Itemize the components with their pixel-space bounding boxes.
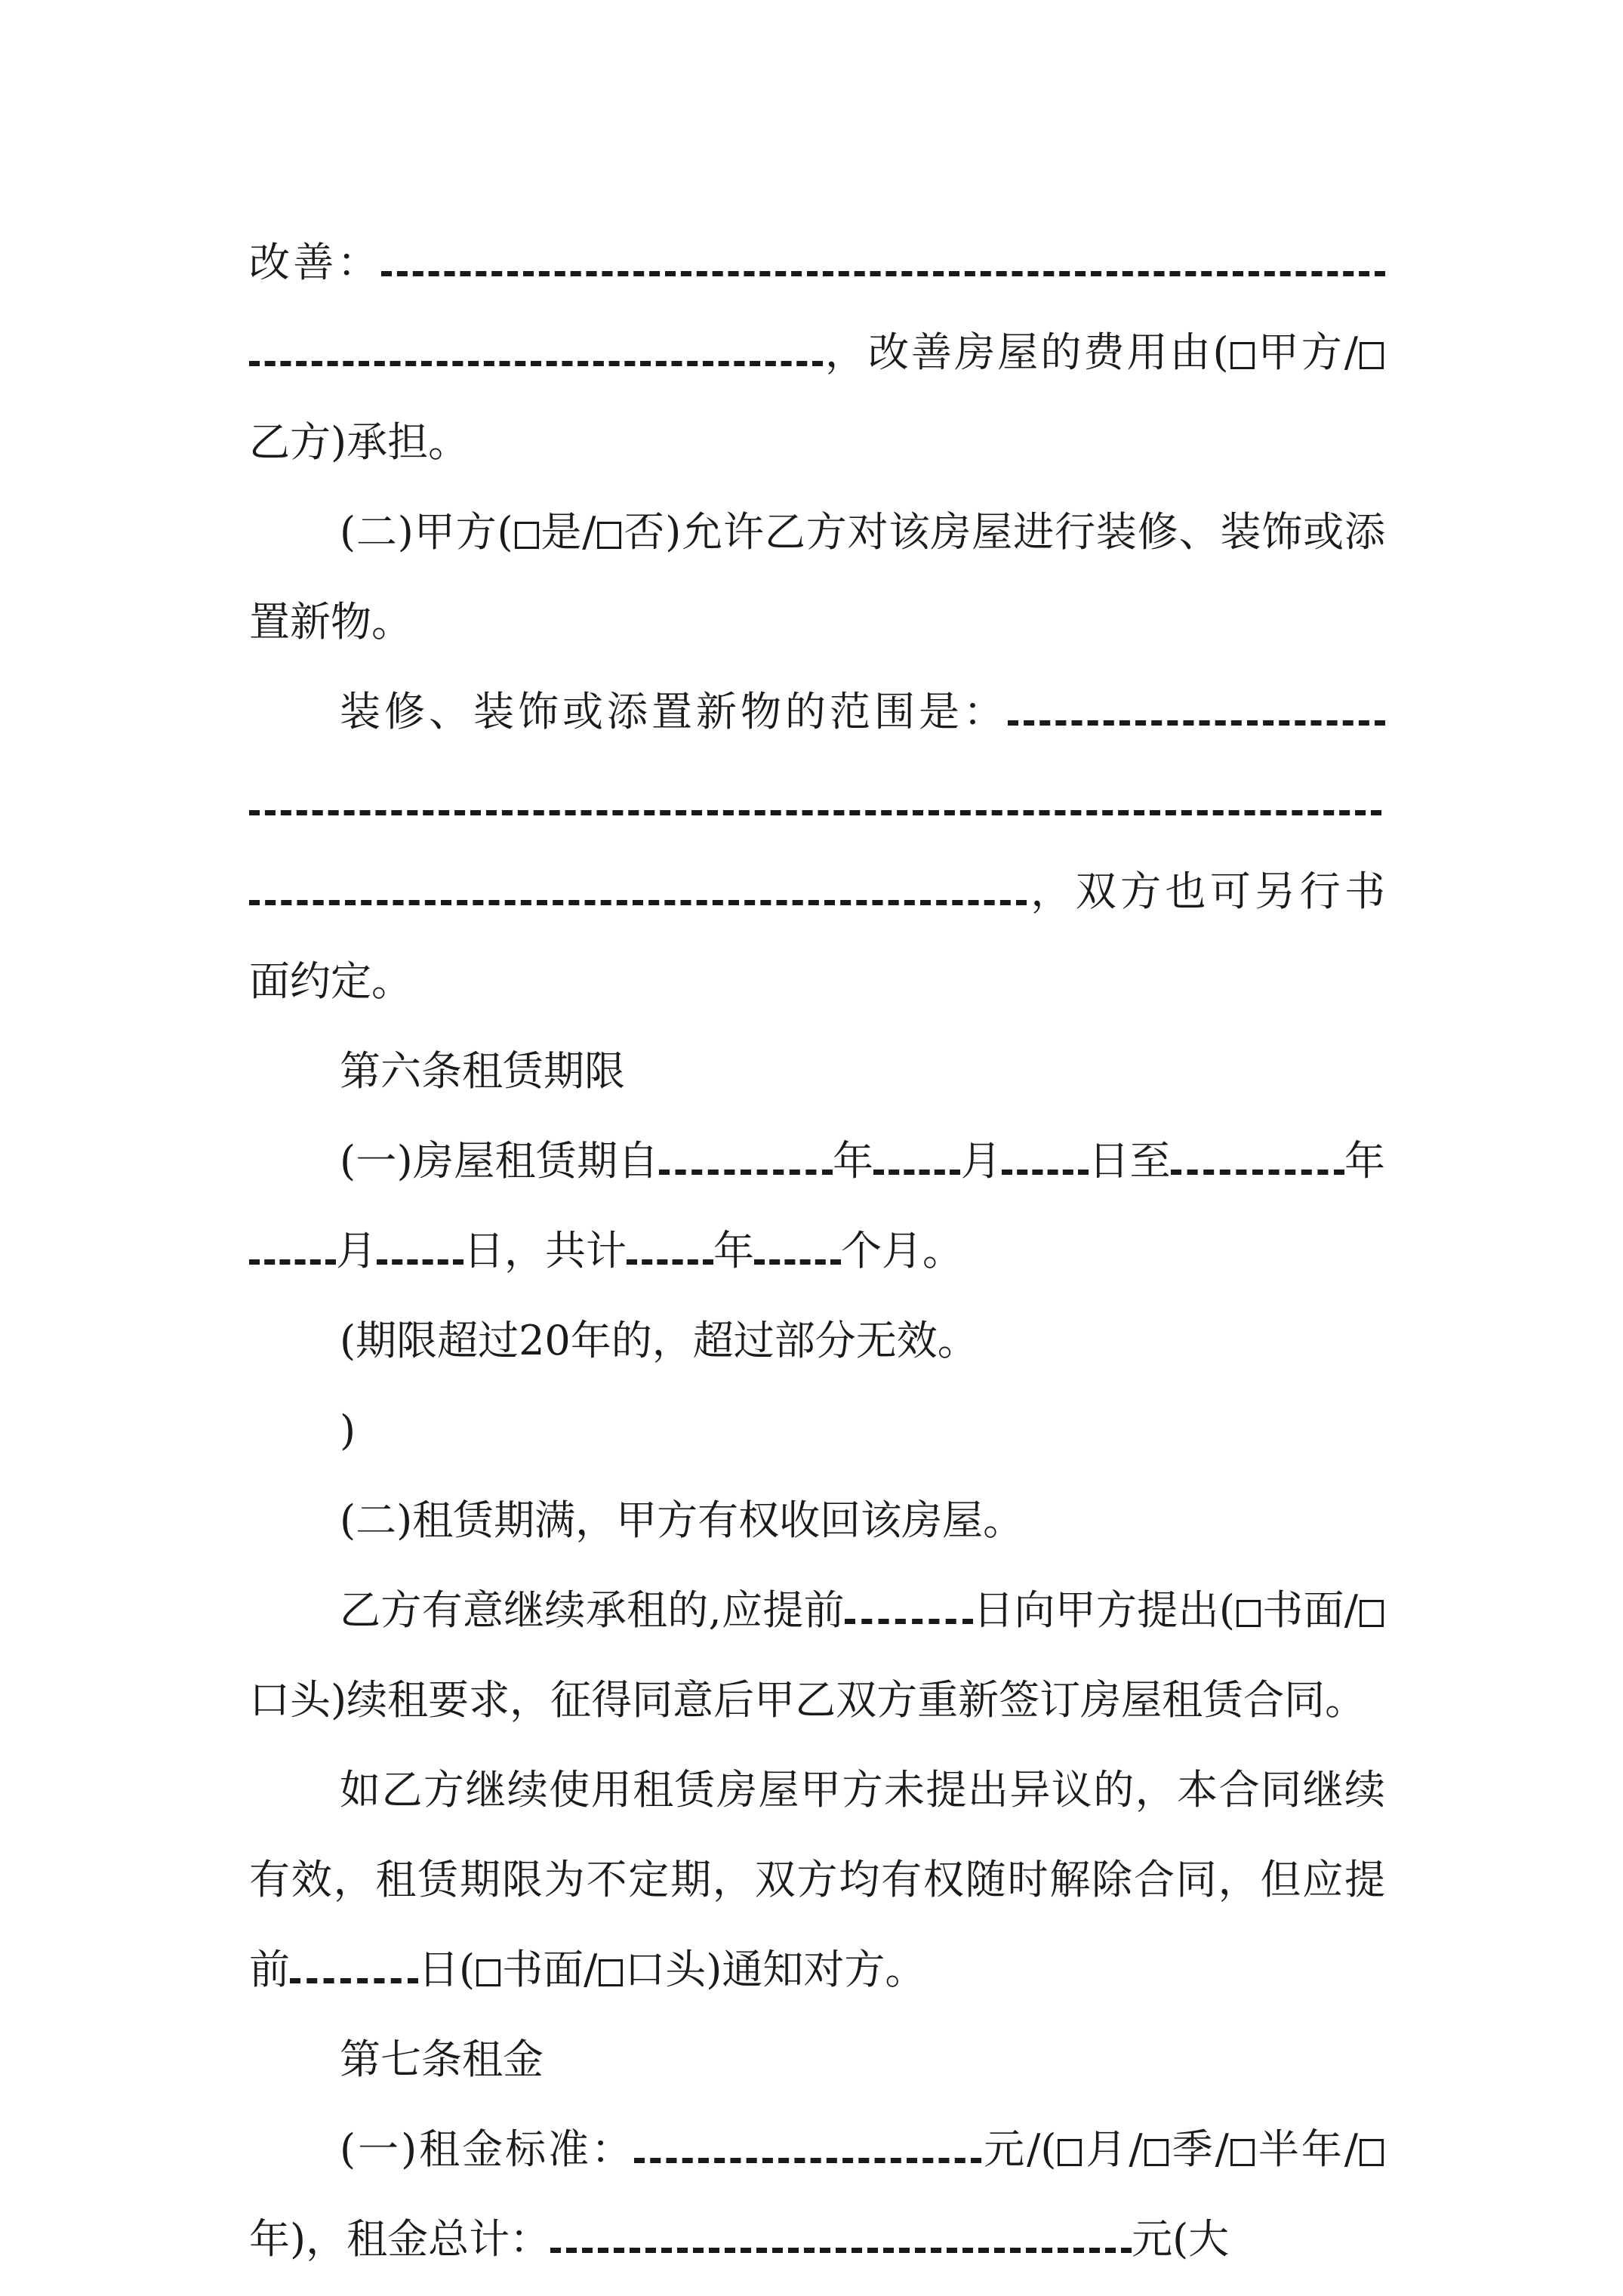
document-body (249, 217, 1385, 2284)
checkbox-icon[interactable] (1360, 1600, 1384, 1627)
paragraph-lease-expiry (249, 1475, 1385, 1565)
text-segment: 月 (960, 1137, 1002, 1185)
paragraph-closing-paren (249, 1385, 1385, 1475)
option-label: 书面/ (1261, 1586, 1358, 1634)
checkbox-icon[interactable] (1144, 2139, 1169, 2166)
fill-in-blank[interactable] (249, 781, 1381, 815)
total-months-blank[interactable] (754, 1231, 841, 1265)
text-segment: 年 (713, 1227, 754, 1274)
paragraph-continued-use (249, 1745, 1385, 2014)
text-segment: ) (340, 1407, 356, 1454)
paragraph-renewal (249, 1565, 1385, 1745)
heading-text: 第七条租金 (340, 2036, 544, 2083)
checkbox-icon[interactable] (1236, 1600, 1261, 1627)
text-segment: 个月。 (841, 1227, 963, 1274)
fill-in-blank[interactable] (1008, 692, 1385, 726)
paragraph-rent-standard (249, 2104, 1385, 2284)
section-heading-article-7 (249, 2014, 1385, 2104)
total-years-blank[interactable] (627, 1231, 713, 1265)
option-label: 乙方)承担。 (249, 418, 470, 466)
option-label: 甲方/ (1255, 328, 1358, 376)
text-segment: 日，共计 (463, 1227, 627, 1274)
option-label: 口头)续租要求，征得同意后甲乙双方重新签订房屋租赁合同。 (249, 1676, 1366, 1724)
notice-days-blank[interactable] (845, 1590, 973, 1624)
text-segment: 装修、装饰或添置新物的范围是： (340, 688, 1008, 735)
fill-in-blank[interactable] (249, 871, 1027, 905)
heading-text: 第六条租赁期限 (340, 1047, 625, 1095)
checkbox-icon[interactable] (476, 1959, 500, 1986)
checkbox-icon[interactable] (515, 522, 539, 549)
option-label: 季/ (1169, 2125, 1229, 2173)
option-label: 否)允许乙方对该房屋进行装修、装饰或添置新物。 (249, 508, 1386, 646)
paragraph-renovation-scope (249, 667, 1385, 1026)
checkbox-icon[interactable] (1230, 2139, 1255, 2166)
checkbox-icon[interactable] (1360, 2139, 1384, 2166)
text-segment: 年 (832, 1137, 874, 1185)
text-segment: 改善： (249, 239, 381, 286)
text-segment: ，双方也可另行书面约定。 (249, 868, 1385, 1005)
checkbox-icon[interactable] (597, 522, 621, 549)
text-segment: (二)甲方( (340, 508, 513, 556)
notice-days-blank[interactable] (290, 1949, 418, 1983)
text-segment: 日( (418, 1946, 476, 1993)
text-segment: (一)租金标准： (340, 2125, 635, 2173)
option-label: 月/ (1083, 2125, 1143, 2173)
option-label: 书面/ (502, 1946, 598, 1993)
text-segment: 元(大 (1132, 2215, 1230, 2263)
option-label: 口头)通知对方。 (624, 1946, 926, 1993)
end-day-blank[interactable] (377, 1231, 463, 1265)
checkbox-icon[interactable] (599, 1959, 623, 1986)
checkbox-icon[interactable] (1360, 342, 1384, 369)
text-segment: 乙方有意继续承租的,应提前 (340, 1586, 845, 1634)
option-label: 年)，租金总计： (249, 2215, 551, 2263)
checkbox-icon[interactable] (1230, 342, 1255, 369)
option-label: 是/ (540, 508, 596, 556)
end-month-blank[interactable] (249, 1231, 336, 1265)
text-segment: 月 (336, 1227, 377, 1274)
paragraph-term-limit-note (249, 1296, 1385, 1385)
rent-total-blank[interactable] (550, 2219, 1132, 2253)
checkbox-icon[interactable] (1058, 2139, 1082, 2166)
text-segment: 如乙方继续使用租赁房屋甲方未提出异议的，本合同继续有效，租赁期限为不定期，双方均有权随时解除合同，但应提前 (249, 1766, 1385, 1993)
start-year-blank[interactable] (659, 1141, 833, 1175)
section-heading-article-6 (249, 1026, 1385, 1116)
fill-in-blank[interactable] (249, 332, 823, 366)
text-segment: ，改善房屋的费用由( (823, 328, 1229, 376)
paragraph-renovation-permission (249, 487, 1385, 667)
text-segment: 元/( (981, 2125, 1057, 2173)
text-segment: 日至 (1088, 1137, 1171, 1185)
paragraph-improvement (249, 217, 1385, 487)
text-segment: 年 (1344, 1137, 1386, 1185)
rent-amount-blank[interactable] (634, 2129, 981, 2163)
text-segment: (一)房屋租赁期自 (340, 1137, 659, 1185)
text-segment: (期限超过20年的，超过部分无效。 (340, 1317, 978, 1364)
text-segment: 日向甲方提出( (972, 1586, 1235, 1634)
start-month-blank[interactable] (873, 1141, 960, 1175)
paragraph-lease-term (249, 1116, 1385, 1296)
end-year-blank[interactable] (1171, 1141, 1344, 1175)
start-day-blank[interactable] (1002, 1141, 1089, 1175)
text-segment: (二)租赁期满，甲方有权收回该房屋。 (340, 1496, 1024, 1544)
fill-in-blank[interactable] (381, 242, 1385, 276)
option-label: 半年/ (1255, 2125, 1359, 2173)
